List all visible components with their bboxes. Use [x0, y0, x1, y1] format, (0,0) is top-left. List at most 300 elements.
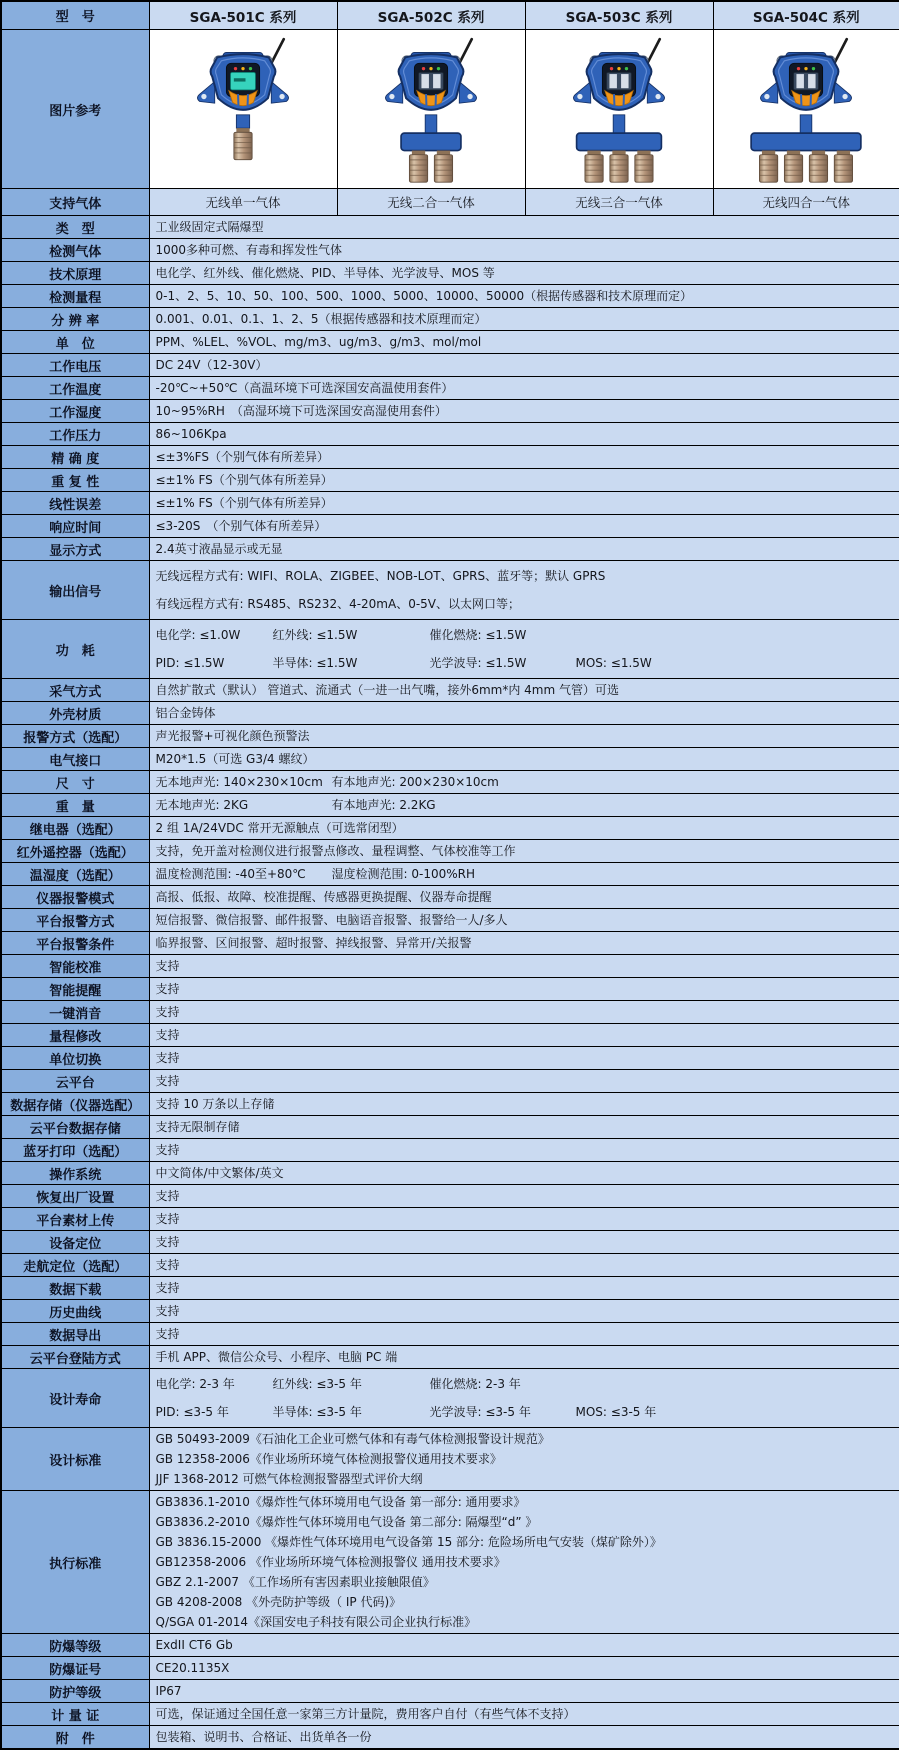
spec-value-segment: 支持	[156, 1281, 180, 1295]
spec-row-value	[149, 1185, 899, 1208]
gas-row-label: 支持气体	[1, 189, 149, 216]
spec-value-line	[156, 1612, 894, 1632]
spec-row-value	[149, 331, 899, 354]
spec-value-line	[156, 401, 894, 421]
spec-row-label: 线性误差	[1, 492, 149, 515]
spec-value-segment: 自然扩散式（默认） 管道式、流通式（一进一出气嘴，接外6mm*内 4mm 气管）可选	[156, 683, 619, 697]
spec-row-label: 防护等级	[1, 1680, 149, 1703]
spec-row-value	[149, 863, 899, 886]
spec-value-segment: GB 3836.15-2000 《爆炸性气体环境用电气设备第 15 部分: 危险场所电气安装（煤矿除外）》	[156, 1535, 662, 1549]
spec-value-line	[156, 680, 894, 700]
spec-row	[1, 262, 899, 285]
spec-row	[1, 794, 899, 817]
spec-row-label: 云平台	[1, 1070, 149, 1093]
spec-value-segment: GB3836.1-2010《爆炸性气体环境用电气设备 第一部分: 通用要求》	[156, 1495, 526, 1509]
spec-value-segment: 2.4英寸液晶显示或无显	[156, 542, 283, 556]
spec-row-value	[149, 1162, 899, 1185]
spec-row-label: 计 量 证	[1, 1703, 149, 1726]
spec-value-segment: 红外线: ≤3-5 年	[273, 1370, 430, 1398]
spec-row-value	[149, 538, 899, 561]
spec-value-segment: 半导体: ≤3-5 年	[273, 1398, 430, 1426]
spec-row-label: 显示方式	[1, 538, 149, 561]
spec-value-segment: M20*1.5（可选 G3/4 螺纹）	[156, 752, 315, 766]
spec-value-line	[156, 240, 894, 260]
spec-row-value	[149, 909, 899, 932]
spec-value-segment: 短信报警、微信报警、邮件报警、电脑语音报警、报警给一人/多人	[156, 913, 508, 927]
spec-value-segment: GB 4208-2008 《外壳防护等级（ IP 代码)》	[156, 1595, 402, 1609]
spec-value-line	[156, 355, 894, 375]
spec-value-line	[156, 562, 894, 590]
spec-value-segment: 支持 10 万条以上存储	[156, 1097, 275, 1111]
spec-value-segment: 支持	[156, 1051, 180, 1065]
spec-value-line	[156, 1635, 894, 1655]
spec-row	[1, 725, 899, 748]
spec-value-segment: GB 50493-2009《石油化工企业可燃气体和有毒气体检测报警设计规范》	[156, 1432, 550, 1446]
spec-row	[1, 423, 899, 446]
spec-value-segment: 中文简体/中文繁体/英文	[156, 1166, 284, 1180]
product-image-cell	[337, 30, 525, 189]
spec-value-line	[156, 1048, 894, 1068]
spec-row-label: 工作温度	[1, 377, 149, 400]
spec-row	[1, 1001, 899, 1024]
spec-row-value	[149, 561, 899, 620]
spec-row-label: 检测气体	[1, 239, 149, 262]
spec-row-value	[149, 771, 899, 794]
spec-value-line	[156, 621, 894, 649]
spec-value-line	[156, 1370, 894, 1398]
spec-row-value	[149, 1323, 899, 1346]
spec-value-segment: 支持	[156, 1143, 180, 1157]
spec-value-segment: 工业级固定式隔爆型	[156, 220, 264, 234]
spec-row	[1, 1428, 899, 1491]
spec-value-line	[156, 1704, 894, 1724]
spec-row-label: 类 型	[1, 216, 149, 239]
gas-type-cell: 无线四合一气体	[713, 189, 899, 216]
spec-value-line	[156, 286, 894, 306]
spec-value-line	[156, 1324, 894, 1344]
spec-value-line	[156, 887, 894, 907]
spec-value-segment: 可选，保证通过全国任意一家第三方计量院，费用客户自付（有些气体不支持）	[156, 1707, 576, 1721]
spec-value-line	[156, 1278, 894, 1298]
spec-row-label: 数据导出	[1, 1323, 149, 1346]
spec-value-segment: 无线远程方式有: WIFI、ROLA、ZIGBEE、NOB-LOT、GPRS、蓝牙等；默认 GPRS	[156, 569, 606, 583]
spec-row	[1, 1116, 899, 1139]
spec-value-line	[156, 979, 894, 999]
spec-value-line	[156, 1025, 894, 1045]
spec-value-segment: 临界报警、区间报警、超时报警、掉线报警、异常开/关报警	[156, 936, 472, 950]
spec-value-line	[156, 590, 894, 618]
model-header-row	[1, 1, 899, 30]
spec-row	[1, 1208, 899, 1231]
spec-value-line	[156, 1347, 894, 1367]
spec-row	[1, 561, 899, 620]
spec-value-line	[156, 1301, 894, 1321]
spec-value-segment: 1000多种可燃、有毒和挥发性气体	[156, 243, 343, 257]
spec-value-segment: 有本地声光: 2.2KG	[332, 798, 436, 812]
spec-value-line	[156, 864, 894, 884]
spec-value-segment: -20℃~+50℃（高温环境下可选深国安高温使用套件）	[156, 381, 454, 395]
spec-row-label: 数据下载	[1, 1277, 149, 1300]
gas-detector-illustration	[526, 31, 713, 187]
spec-row	[1, 1369, 899, 1428]
spec-value-segment: 手机 APP、微信公众号、小程序、电脑 PC 端	[156, 1350, 398, 1364]
spec-value-line	[156, 1232, 894, 1252]
spec-value-segment: ≤±3%FS（个别气体有所差异）	[156, 450, 329, 464]
spec-value-segment: 无本地声光: 2KG	[156, 795, 332, 815]
spec-value-line	[156, 726, 894, 746]
spec-value-segment: 湿度检测范围: 0-100%RH	[332, 867, 476, 881]
spec-row-label: 操作系统	[1, 1162, 149, 1185]
spec-row-value	[149, 748, 899, 771]
spec-value-line	[156, 1492, 894, 1512]
spec-value-line	[156, 956, 894, 976]
spec-value-segment: 催化燃烧: 2-3 年	[430, 1370, 576, 1398]
spec-row-label: 智能提醒	[1, 978, 149, 1001]
spec-row	[1, 1231, 899, 1254]
spec-row-label: 一键消音	[1, 1001, 149, 1024]
spec-row-label: 温湿度（选配）	[1, 863, 149, 886]
spec-row-label: 检测量程	[1, 285, 149, 308]
spec-row-label: 分 辨 率	[1, 308, 149, 331]
spec-row-label: 平台报警条件	[1, 932, 149, 955]
spec-row-value	[149, 262, 899, 285]
spec-value-segment: DC 24V（12-30V）	[156, 358, 268, 372]
spec-value-line	[156, 1429, 894, 1449]
spec-value-line	[156, 1658, 894, 1678]
spec-value-segment: 电化学: 2-3 年	[156, 1370, 273, 1398]
spec-value-line	[156, 1002, 894, 1022]
spec-value-segment: 支持	[156, 1005, 180, 1019]
spec-row-value	[149, 702, 899, 725]
spec-row	[1, 1726, 899, 1750]
spec-row	[1, 216, 899, 239]
spec-row-value	[149, 1300, 899, 1323]
spec-value-segment: 光学波导: ≤1.5W	[430, 649, 576, 677]
spec-row-value	[149, 1428, 899, 1491]
spec-row	[1, 1070, 899, 1093]
spec-row-label: 单位切换	[1, 1047, 149, 1070]
spec-value-segment: 支持	[156, 1189, 180, 1203]
spec-value-segment: CE20.1135X	[156, 1661, 230, 1675]
spec-row	[1, 932, 899, 955]
spec-value-segment: 铝合金铸体	[156, 706, 216, 720]
spec-row-value	[149, 423, 899, 446]
spec-value-line	[156, 1592, 894, 1612]
spec-value-segment: 红外线: ≤1.5W	[273, 621, 430, 649]
spec-value-line	[156, 1071, 894, 1091]
spec-row	[1, 955, 899, 978]
spec-row	[1, 1657, 899, 1680]
spec-value-line	[156, 772, 894, 792]
spec-value-segment: JJF 1368-2012 可燃气体检测报警器型式评价大纲	[156, 1472, 423, 1486]
spec-value-line	[156, 470, 894, 490]
spec-row	[1, 771, 899, 794]
spec-row-value	[149, 794, 899, 817]
spec-value-segment: GB3836.2-2010《爆炸性气体环境用电气设备 第二部分: 隔爆型“d” 》	[156, 1515, 538, 1529]
spec-row	[1, 1254, 899, 1277]
spec-value-line	[156, 424, 894, 444]
spec-value-segment: 0.001、0.01、0.1、1、2、5（根据传感器和技术原理而定）	[156, 312, 487, 326]
spec-row-value	[149, 1093, 899, 1116]
spec-row-label: 精 确 度	[1, 446, 149, 469]
spec-row	[1, 1139, 899, 1162]
spec-value-segment: Q/SGA 01-2014《深国安电子科技有限公司企业执行标准》	[156, 1615, 477, 1629]
spec-row	[1, 1680, 899, 1703]
model-header-cell: SGA-501C 系列	[149, 1, 337, 30]
spec-value-segment: IP67	[156, 1684, 182, 1698]
spec-row-value	[149, 239, 899, 262]
spec-value-segment: 高报、低报、故障、校准提醒、传感器更换提醒、仪器寿命提醒	[156, 890, 492, 904]
spec-row-value	[149, 932, 899, 955]
spec-value-segment: GB 12358-2006《作业场所环境气体检测报警仪通用技术要求》	[156, 1452, 502, 1466]
spec-value-line	[156, 516, 894, 536]
spec-value-segment: 支持	[156, 1258, 180, 1272]
spec-row-label: 防爆等级	[1, 1634, 149, 1657]
gas-type-cell: 无线三合一气体	[525, 189, 713, 216]
spec-row-label: 响应时间	[1, 515, 149, 538]
spec-row-value	[149, 886, 899, 909]
spec-row-label: 尺 寸	[1, 771, 149, 794]
spec-row-value	[149, 1657, 899, 1680]
spec-value-segment: 86~106Kpa	[156, 427, 227, 441]
spec-row	[1, 886, 899, 909]
supported-gas-row	[1, 189, 899, 216]
spec-value-segment: 支持	[156, 1235, 180, 1249]
spec-row	[1, 354, 899, 377]
spec-value-segment: MOS: ≤3-5 年	[576, 1405, 657, 1419]
spec-row-value	[149, 1231, 899, 1254]
spec-row-label: 云平台数据存储	[1, 1116, 149, 1139]
spec-row-value	[149, 492, 899, 515]
spec-value-segment: 支持无限制存储	[156, 1120, 240, 1134]
spec-value-line	[156, 1469, 894, 1489]
spec-row-label: 设备定位	[1, 1231, 149, 1254]
spec-value-line	[156, 1117, 894, 1137]
spec-row-value	[149, 978, 899, 1001]
spec-value-line	[156, 1094, 894, 1114]
spec-row	[1, 308, 899, 331]
spec-value-line	[156, 1163, 894, 1183]
spec-value-segment: 支持	[156, 1327, 180, 1341]
spec-value-segment: 光学波导: ≤3-5 年	[430, 1398, 576, 1426]
model-header-cell: SGA-503C 系列	[525, 1, 713, 30]
spec-row	[1, 840, 899, 863]
spec-row	[1, 702, 899, 725]
spec-row	[1, 817, 899, 840]
spec-row	[1, 515, 899, 538]
spec-row-value	[149, 216, 899, 239]
spec-row-label: 功 耗	[1, 620, 149, 679]
spec-value-line	[156, 749, 894, 769]
spec-row-value	[149, 1680, 899, 1703]
spec-row	[1, 1323, 899, 1346]
gas-detector-illustration	[338, 31, 525, 187]
spec-row	[1, 1300, 899, 1323]
spec-row-value	[149, 308, 899, 331]
spec-value-line	[156, 1727, 894, 1747]
spec-value-segment: GB12358-2006 《作业场所环境气体检测报警仪 通用技术要求》	[156, 1555, 506, 1569]
spec-row	[1, 863, 899, 886]
spec-value-segment: 支持	[156, 1074, 180, 1088]
model-header-cell: SGA-504C 系列	[713, 1, 899, 30]
spec-row-value	[149, 840, 899, 863]
spec-value-line	[156, 649, 894, 677]
spec-row-value	[149, 679, 899, 702]
spec-row-label: 云平台登陆方式	[1, 1346, 149, 1369]
spec-row	[1, 377, 899, 400]
spec-value-segment: ≤±1% FS（个别气体有所差异）	[156, 473, 333, 487]
spec-row-value	[149, 1116, 899, 1139]
spec-row-label: 工作电压	[1, 354, 149, 377]
product-image-row	[1, 30, 899, 189]
spec-value-segment: PID: ≤3-5 年	[156, 1398, 273, 1426]
spec-value-segment: 2 组 1A/24VDC 常开无源触点（可选常闭型）	[156, 821, 404, 835]
spec-value-segment: 催化燃烧: ≤1.5W	[430, 621, 576, 649]
spec-value-line	[156, 1449, 894, 1469]
product-image-cell	[713, 30, 899, 189]
spec-row	[1, 1162, 899, 1185]
spec-row-value	[149, 1254, 899, 1277]
spec-value-line	[156, 795, 894, 815]
spec-value-line	[156, 841, 894, 861]
spec-value-line	[156, 1532, 894, 1552]
spec-row-label: 输出信号	[1, 561, 149, 620]
spec-row	[1, 1491, 899, 1634]
spec-value-line	[156, 818, 894, 838]
spec-row-value	[149, 1001, 899, 1024]
spec-row-value	[149, 446, 899, 469]
spec-value-segment: 支持，免开盖对检测仪进行报警点修改、量程调整、气体校准等工作	[156, 844, 516, 858]
spec-value-segment: 电化学: ≤1.0W	[156, 621, 273, 649]
spec-value-segment: 有本地声光: 200×230×10cm	[332, 775, 499, 789]
spec-value-line	[156, 1140, 894, 1160]
spec-row-value	[149, 955, 899, 978]
spec-value-segment: 电化学、红外线、催化燃烧、PID、半导体、光学波导、MOS 等	[156, 266, 495, 280]
spec-row	[1, 748, 899, 771]
spec-row-value	[149, 1139, 899, 1162]
spec-value-line	[156, 263, 894, 283]
spec-row-value	[149, 1726, 899, 1750]
spec-row-value	[149, 354, 899, 377]
spec-value-line	[156, 447, 894, 467]
spec-row	[1, 446, 899, 469]
spec-row	[1, 1277, 899, 1300]
spec-row-label: 执行标准	[1, 1491, 149, 1634]
spec-row-value	[149, 469, 899, 492]
spec-value-segment: 支持	[156, 1304, 180, 1318]
spec-row	[1, 679, 899, 702]
spec-row-value	[149, 817, 899, 840]
spec-value-segment: 半导体: ≤1.5W	[273, 649, 430, 677]
spec-row	[1, 492, 899, 515]
spec-row-value	[149, 1369, 899, 1428]
spec-row-label: 单 位	[1, 331, 149, 354]
spec-row-value	[149, 1634, 899, 1657]
spec-row-label: 设计标准	[1, 1428, 149, 1491]
spec-value-segment: 10~95%RH （高湿环境下可选深国安高湿使用套件）	[156, 404, 447, 418]
spec-value-segment: 支持	[156, 982, 180, 996]
spec-value-segment: 支持	[156, 1212, 180, 1226]
spec-row-label: 蓝牙打印（选配）	[1, 1139, 149, 1162]
spec-value-segment: PPM、%LEL、%VOL、mg/m3、ug/m3、g/m3、mol/mol	[156, 335, 482, 349]
spec-row	[1, 1024, 899, 1047]
spec-row-value	[149, 1024, 899, 1047]
spec-value-line	[156, 1552, 894, 1572]
spec-value-line	[156, 1255, 894, 1275]
spec-row-label: 附 件	[1, 1726, 149, 1750]
spec-row-value	[149, 620, 899, 679]
spec-value-line	[156, 1572, 894, 1592]
spec-value-segment: 支持	[156, 959, 180, 973]
spec-row-label: 重 量	[1, 794, 149, 817]
spec-row	[1, 1346, 899, 1369]
spec-row	[1, 978, 899, 1001]
spec-row-label: 走航定位（选配）	[1, 1254, 149, 1277]
spec-value-line	[156, 1209, 894, 1229]
spec-row-label: 重 复 性	[1, 469, 149, 492]
spec-value-segment: GBZ 2.1-2007 《工作场所有害因素职业接触限值》	[156, 1575, 435, 1589]
spec-value-line	[156, 703, 894, 723]
spec-value-segment: 无本地声光: 140×230×10cm	[156, 772, 332, 792]
spec-row-label: 设计寿命	[1, 1369, 149, 1428]
spec-row-label: 工作压力	[1, 423, 149, 446]
spec-value-line	[156, 1681, 894, 1701]
spec-row-label: 历史曲线	[1, 1300, 149, 1323]
spec-row-label: 量程修改	[1, 1024, 149, 1047]
spec-row	[1, 285, 899, 308]
product-image-cell	[525, 30, 713, 189]
spec-row-value	[149, 285, 899, 308]
image-row-label: 图片参考	[1, 30, 149, 189]
spec-row-label: 电气接口	[1, 748, 149, 771]
spec-value-line	[156, 493, 894, 513]
spec-value-segment: 有线远程方式有: RS485、RS232、4-20mA、0-5V、以太网口等；	[156, 597, 521, 611]
spec-value-segment: 温度检测范围: -40至+80℃	[156, 864, 332, 884]
spec-row-label: 外壳材质	[1, 702, 149, 725]
spec-row	[1, 1093, 899, 1116]
spec-row-value	[149, 377, 899, 400]
spec-row-label: 采气方式	[1, 679, 149, 702]
spec-value-line	[156, 332, 894, 352]
spec-value-line	[156, 539, 894, 559]
gas-detector-illustration	[714, 31, 899, 187]
spec-value-segment: ≤3-20S （个别气体有所差异）	[156, 519, 327, 533]
spec-value-segment: 0-1、2、5、10、50、100、500、1000、5000、10000、50000（根据传感器和技术原理而定）	[156, 289, 693, 303]
spec-value-line	[156, 309, 894, 329]
spec-value-segment: 包装箱、说明书、合格证、出货单各一份	[156, 1730, 372, 1744]
spec-value-line	[156, 933, 894, 953]
spec-value-segment: 支持	[156, 1028, 180, 1042]
model-header-label: 型 号	[1, 1, 149, 30]
spec-row-label: 继电器（选配）	[1, 817, 149, 840]
spec-row-label: 平台报警方式	[1, 909, 149, 932]
spec-value-line	[156, 378, 894, 398]
spec-row-value	[149, 725, 899, 748]
spec-value-line	[156, 1186, 894, 1206]
spec-row-label: 报警方式（选配）	[1, 725, 149, 748]
spec-row-value	[149, 1703, 899, 1726]
spec-value-segment: PID: ≤1.5W	[156, 649, 273, 677]
gas-type-cell: 无线单一气体	[149, 189, 337, 216]
gas-detector-illustration	[150, 31, 337, 187]
spec-row	[1, 469, 899, 492]
spec-row	[1, 538, 899, 561]
spec-value-line	[156, 217, 894, 237]
spec-row-value	[149, 1277, 899, 1300]
spec-row-label: 技术原理	[1, 262, 149, 285]
spec-row-label: 数据存储（仪器选配）	[1, 1093, 149, 1116]
spec-row-value	[149, 1047, 899, 1070]
